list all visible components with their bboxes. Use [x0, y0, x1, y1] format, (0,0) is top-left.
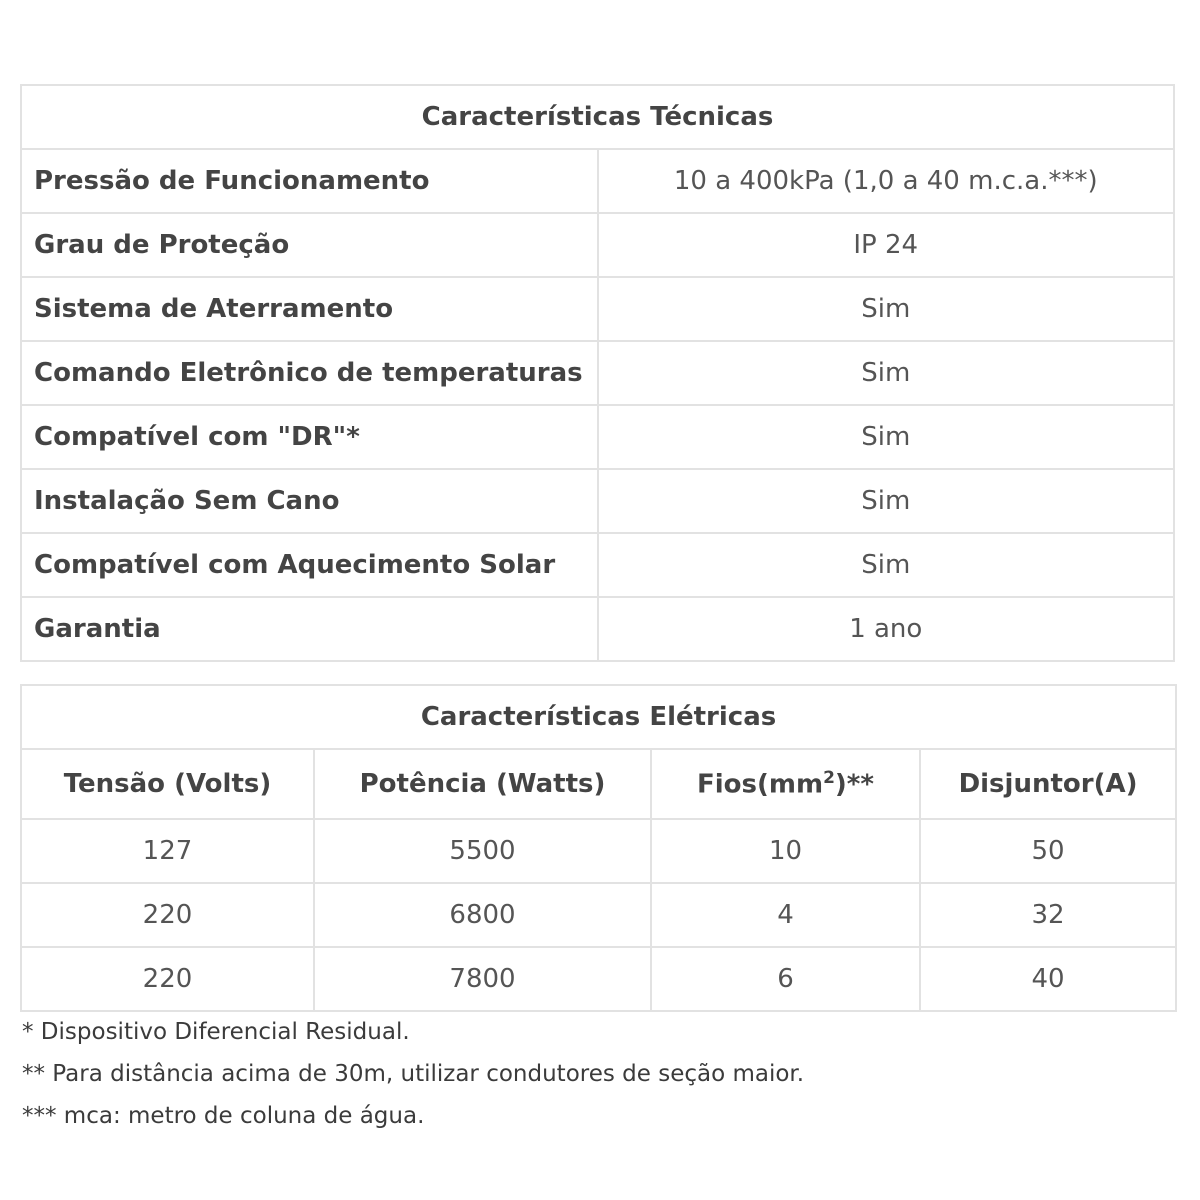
voltage-header: Tensão (Volts)	[21, 749, 314, 819]
spec-label: Pressão de Funcionamento	[21, 149, 598, 213]
voltage-cell: 220	[21, 947, 314, 1011]
table-header-row	[21, 685, 1176, 749]
technical-specs-title: Características Técnicas	[21, 85, 1174, 149]
footnote: ** Para distância acima de 30m, utilizar condutores de seção maior.	[22, 1061, 805, 1087]
wires-header-suffix: )**	[834, 769, 874, 800]
wires-cell: 6	[651, 947, 920, 1011]
footnotes	[22, 1014, 804, 1140]
breaker-cell: 40	[920, 947, 1176, 1011]
table-row	[21, 819, 1176, 883]
power-cell: 7800	[314, 947, 651, 1011]
power-cell: 6800	[314, 883, 651, 947]
spec-value: Sim	[598, 469, 1175, 533]
spec-label: Sistema de Aterramento	[21, 277, 598, 341]
wires-cell: 4	[651, 883, 920, 947]
wires-header-sup: 2	[823, 768, 835, 789]
voltage-cell: 127	[21, 819, 314, 883]
voltage-cell: 220	[21, 883, 314, 947]
power-header: Potência (Watts)	[314, 749, 651, 819]
technical-specs-table	[20, 84, 1175, 662]
table-row	[21, 149, 1174, 213]
table-row	[21, 883, 1176, 947]
wires-cell: 10	[651, 819, 920, 883]
table-row	[21, 597, 1174, 661]
spec-value: Sim	[598, 533, 1175, 597]
footnote: *** mca: metro de coluna de água.	[22, 1103, 425, 1129]
spec-value: 1 ano	[598, 597, 1175, 661]
electrical-specs-table	[20, 684, 1177, 1012]
table-row	[21, 213, 1174, 277]
column-header-row	[21, 749, 1176, 819]
breaker-header: Disjuntor(A)	[920, 749, 1176, 819]
spec-value: Sim	[598, 405, 1175, 469]
footnote: * Dispositivo Diferencial Residual.	[22, 1019, 410, 1045]
table-row	[21, 405, 1174, 469]
electrical-specs-title: Características Elétricas	[21, 685, 1176, 749]
breaker-cell: 32	[920, 883, 1176, 947]
spec-label: Grau de Proteção	[21, 213, 598, 277]
power-cell: 5500	[314, 819, 651, 883]
table-row	[21, 947, 1176, 1011]
spec-label: Comando Eletrônico de temperaturas	[21, 341, 598, 405]
spec-label: Compatível com Aquecimento Solar	[21, 533, 598, 597]
spec-value: IP 24	[598, 213, 1175, 277]
wires-header-prefix: Fios(mm	[697, 769, 824, 800]
spec-value: Sim	[598, 277, 1175, 341]
table-row	[21, 341, 1174, 405]
breaker-cell: 50	[920, 819, 1176, 883]
spec-label: Instalação Sem Cano	[21, 469, 598, 533]
spec-label: Garantia	[21, 597, 598, 661]
table-row	[21, 469, 1174, 533]
spec-value: 10 a 400kPa (1,0 a 40 m.c.a.***)	[598, 149, 1175, 213]
spec-value: Sim	[598, 341, 1175, 405]
wires-header	[651, 749, 920, 819]
table-row	[21, 277, 1174, 341]
table-row	[21, 533, 1174, 597]
table-header-row	[21, 85, 1174, 149]
spec-label: Compatível com "DR"*	[21, 405, 598, 469]
